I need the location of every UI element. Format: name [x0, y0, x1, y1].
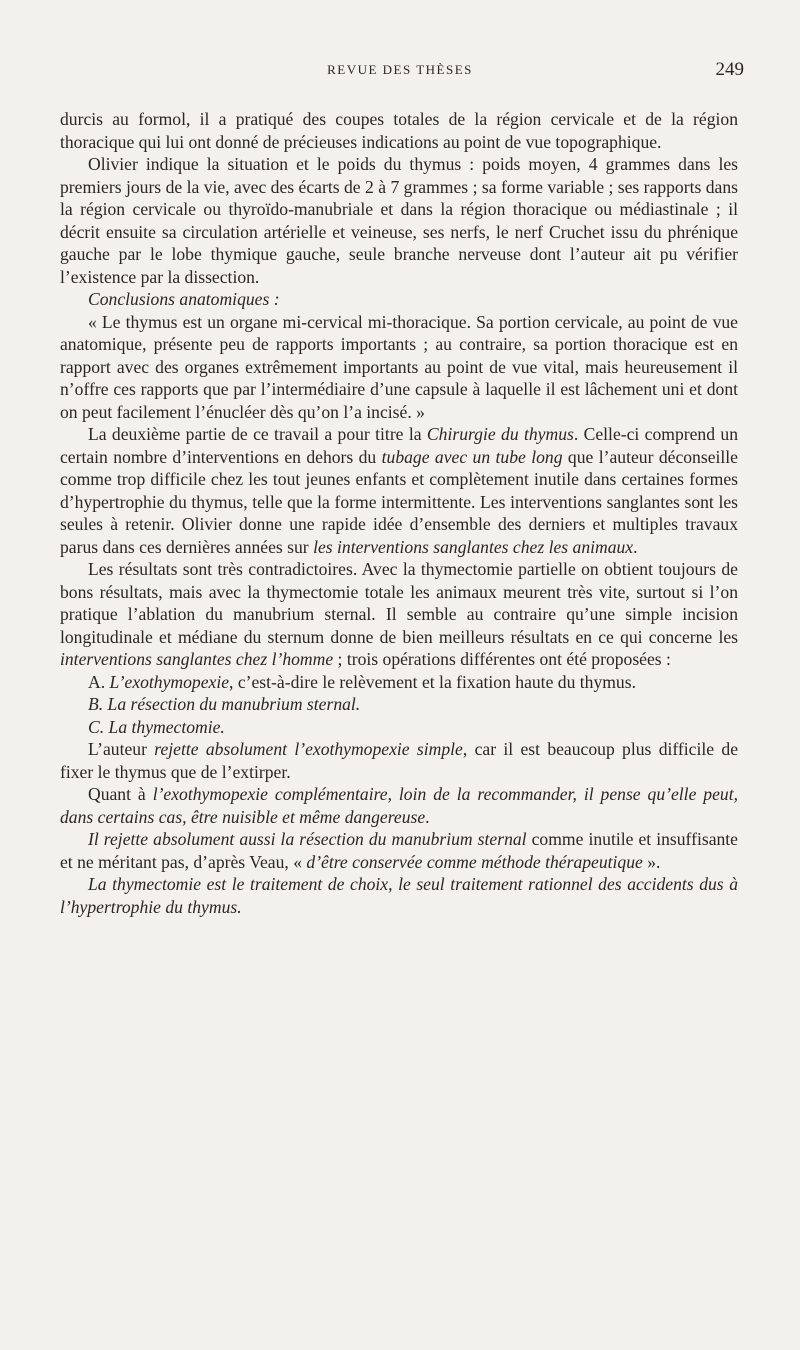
p6-text-a: Les résultats sont très contradictoires. Avec la thymectomie partielle on obtient toujours de bons résultats, mais avec la thymectomie totale les animaux meurent très vite, surtout si l’on pratique l’ablation du manubrium sternal. Il semble au contraire qu’une simple incision longitudinale et médiane du sternum donne de bien meilleurs résultats en ce qui concerne les	[60, 559, 738, 647]
p10-italic-b: rejette absolument l’exothymopexie simple	[154, 739, 463, 759]
p12-italic-a: Il rejette absolument aussi la résection du manubrium sternal	[88, 829, 527, 849]
page-number: 249	[715, 59, 744, 80]
p5-text-g: .	[633, 536, 638, 557]
paragraph-3	[60, 288, 738, 311]
option-c: C. La thymectomie.	[88, 716, 225, 737]
paragraph-8	[60, 693, 738, 716]
page-header	[60, 59, 744, 86]
paragraph-4: « Le thymus est un organe mi-cervical mi-thoracique. Sa portion cervicale, au point de vue anatomique, présente peu de rapports importants ; au contraire, sa portion thoracique est en rapport avec des organes extrêmement importants au point de vue vital, mais heureusement il n’offre ces rapports que par l’intermédiaire d’une capsule à laquelle il est lâchement uni et dont on peut facilement l’énucléer dès qu’on l’a incisé. »	[60, 311, 738, 422]
p7-text-a: A.	[88, 671, 110, 692]
p5-text-a: La deuxième partie de ce travail a pour titre la	[88, 424, 427, 444]
paragraph-9	[60, 716, 738, 739]
p12-italic-c: d’être conservée comme méthode thérapeutique	[306, 851, 643, 872]
p10-text-c: , car il est beaucoup plus difficile de fixer le thymus que de l’extirper.	[60, 739, 738, 782]
paragraph-6	[60, 558, 738, 671]
p10-text-a: L’auteur	[88, 739, 155, 759]
p5-italic-b: Chirurgie du thymus	[426, 424, 574, 444]
option-b: B. La résection du manubrium sternal.	[88, 694, 361, 714]
paragraph-1: durcis au formol, il a pratiqué des coupes totales de la région cervicale et de la région thoracique qui lui ont donné de précieuses indications au point de vue topographique.	[60, 109, 738, 152]
p12-text-d: ».	[642, 851, 661, 872]
final-conclusion: La thymectomie est le traitement de choix, le seul traitement rationnel des accidents dus à l’hypertrophie du thymus.	[60, 874, 738, 917]
p5-text-e: que l’auteur déconseille comme trop difficile chez les tout jeunes enfants et complètement inutile dans certaines formes d’hypertrophie du thymus, telle que la forme intermittente. Les interventions sanglantes sont les seules à retenir. Olivier donne une rapide idée d’ensemble des derniers et multiples travaux parus dans ces dernières années sur	[60, 446, 738, 557]
paragraph-11	[60, 783, 738, 828]
paragraph-2: Olivier indique la situation et le poids du thymus : poids moyen, 4 grammes dans les premiers jours de la vie, avec des écarts de 2 à 7 grammes ; sa forme variable ; ses rapports dans la région cervicale ou thyroïdo-manubriale et dans la région thoracique ou médiastinale ; il décrit ensuite sa circulation artérielle et veineuse, ses nerfs, le nerf Cruchet issu du phrénique gauche par le lobe thymique gauche, seule branche nerveuse dont l’auteur ait pu vérifier l’existence par la dissection.	[60, 154, 738, 287]
conclusions-heading: Conclusions anatomiques :	[88, 289, 280, 309]
p11-text-c: .	[425, 806, 430, 827]
p11-text-a: Quant à	[88, 784, 153, 804]
paragraph-7	[60, 671, 738, 694]
p7-italic-b: L’exothymopexie	[109, 671, 230, 692]
paragraph-10	[60, 738, 738, 783]
p12-text-b: comme inutile et insuffisante et ne méritant pas, d’après Veau, «	[60, 829, 738, 872]
p7-text-c: , c’est-à-dire le relèvement et la fixation haute du thymus.	[229, 671, 636, 692]
p6-text-c: ; trois opérations différentes ont été proposées :	[333, 649, 671, 669]
p5-italic-f: les interventions sanglantes chez les animaux	[313, 536, 634, 557]
p11-italic-b: l’exothymopexie complémentaire, loin de la recommander, il pense qu’elle peut, dans certains cas, être nuisible et même dangereuse	[60, 784, 738, 827]
paragraph-13	[60, 873, 738, 918]
body-text	[60, 108, 738, 918]
running-title: REVUE DES THÈSES	[327, 62, 473, 77]
paragraph-12	[60, 828, 738, 873]
paragraph-5	[60, 423, 738, 558]
p5-italic-d: tubage avec un tube long	[381, 446, 563, 467]
p5-text-c: . Celle-ci comprend un certain nombre d’interventions en dehors du	[60, 424, 738, 467]
p6-italic-b: interventions sanglantes chez l’homme	[60, 649, 334, 669]
